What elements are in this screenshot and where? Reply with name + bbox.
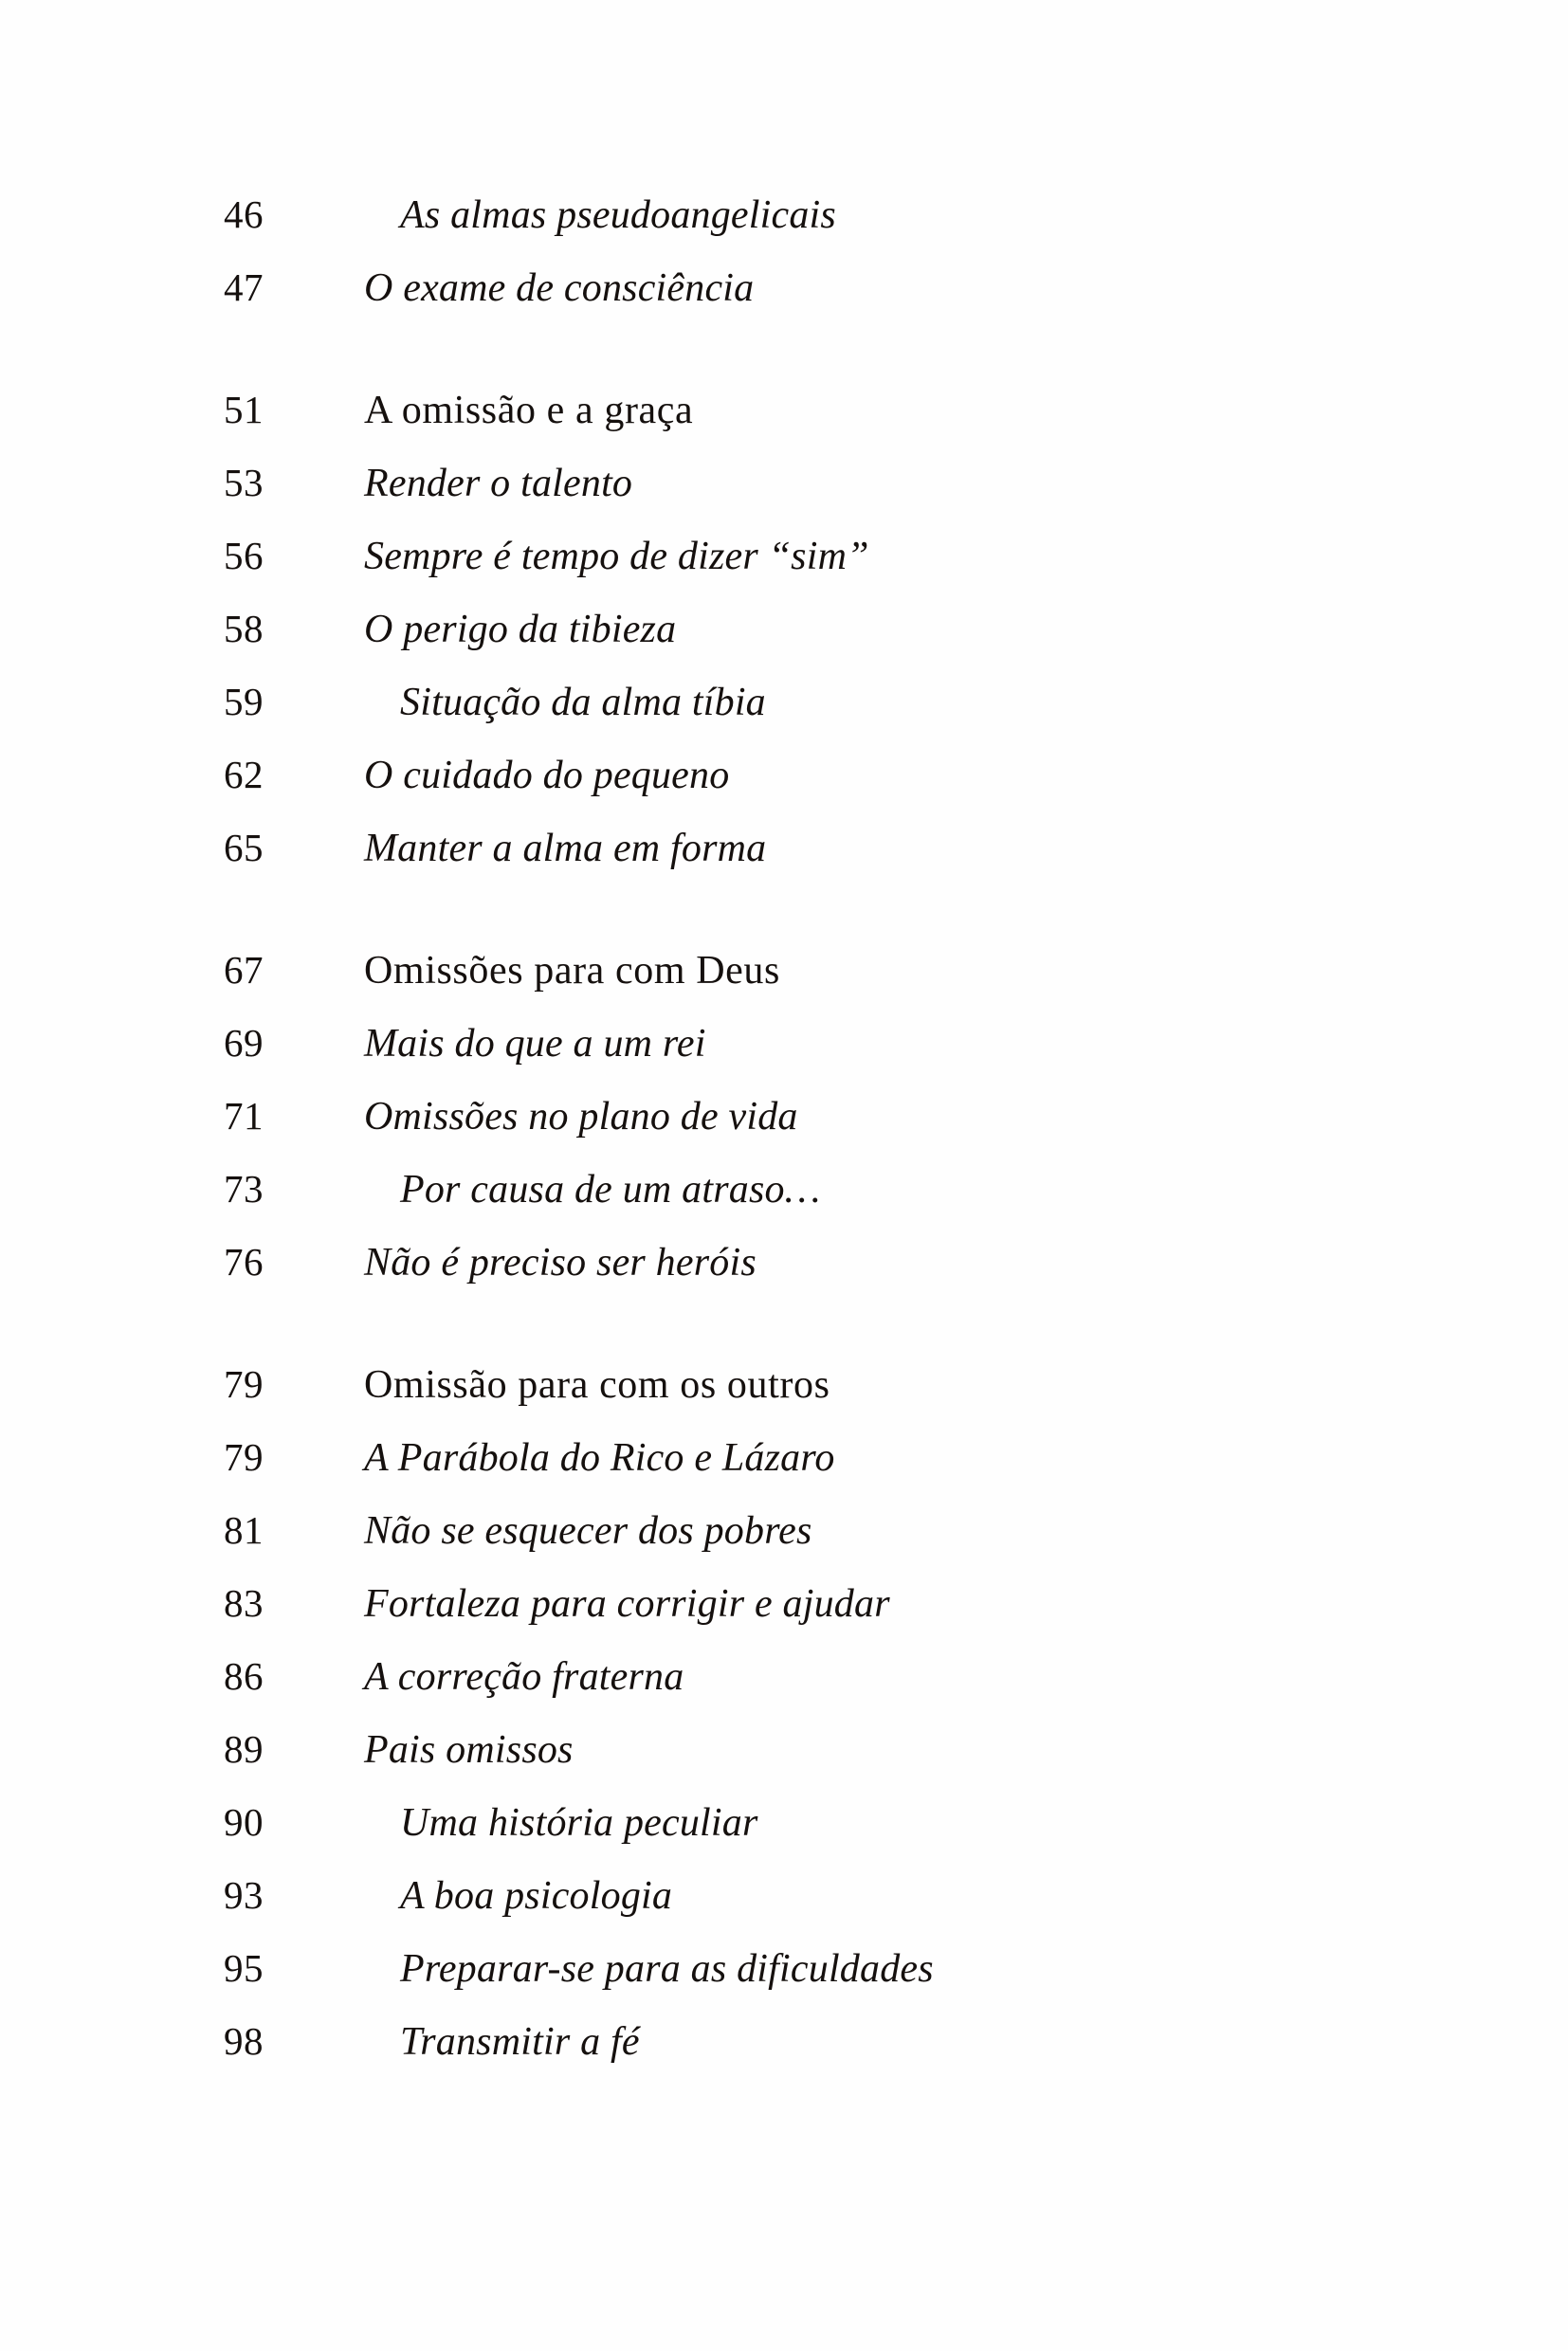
toc-section-title: Situação da alma tíbia [400, 681, 766, 724]
toc-entry-page-number: 90 [224, 1800, 264, 1844]
toc-entry[interactable] [224, 1435, 1361, 1511]
toc-entry[interactable] [224, 1727, 1361, 1803]
toc-entry[interactable] [224, 1654, 1361, 1730]
toc-section-title: Sempre é tempo de dizer “sim” [364, 535, 869, 578]
toc-entry-page-number: 95 [224, 1946, 264, 1990]
toc-group [224, 192, 1361, 341]
toc-entry-page-number: 69 [224, 1021, 264, 1065]
toc-section-title: A boa psicologia [400, 1874, 673, 1918]
toc-section-title: A correção fraterna [364, 1655, 684, 1699]
toc-section-title: Preparar-se para as dificuldades [400, 1947, 934, 1991]
toc-section-title: O exame de consciência [364, 266, 755, 310]
toc-section-title: Não é preciso ser heróis [364, 1241, 757, 1285]
toc-group [224, 388, 1361, 902]
toc-entry-page-number: 89 [224, 1727, 264, 1771]
toc-section-title: Fortaleza para corrigir e ajudar [364, 1582, 890, 1626]
toc-entry-page-number: 83 [224, 1581, 264, 1625]
toc-entry-page-number: 81 [224, 1508, 264, 1552]
toc-entry[interactable] [224, 1508, 1361, 1584]
toc-entry[interactable] [224, 680, 1361, 756]
toc-entry[interactable] [224, 1021, 1361, 1097]
toc-section-title: Manter a alma em forma [364, 827, 767, 870]
toc-entry[interactable] [224, 1094, 1361, 1170]
toc-entry[interactable] [224, 388, 1361, 464]
toc-entry-page-number: 46 [224, 192, 264, 236]
table-of-contents [224, 192, 1361, 2095]
toc-section-title: A Parábola do Rico e Lázaro [364, 1436, 835, 1480]
toc-entry-page-number: 76 [224, 1240, 264, 1284]
toc-section-title: As almas pseudoangelicais [400, 193, 836, 237]
toc-chapter-title: A omissão e a graça [364, 389, 694, 432]
toc-section-title: Por causa de um atraso… [400, 1168, 821, 1212]
toc-entry[interactable] [224, 607, 1361, 683]
toc-entry[interactable] [224, 948, 1361, 1024]
toc-entry[interactable] [224, 1240, 1361, 1316]
toc-entry-page-number: 65 [224, 826, 264, 869]
toc-section-title: O perigo da tibieza [364, 608, 677, 651]
toc-entry-page-number: 79 [224, 1362, 264, 1406]
toc-entry-page-number: 56 [224, 534, 264, 577]
toc-group [224, 1362, 1361, 2095]
toc-entry[interactable] [224, 1581, 1361, 1657]
toc-entry[interactable] [224, 534, 1361, 610]
toc-entry-page-number: 71 [224, 1094, 264, 1138]
toc-chapter-title: Omissão para com os outros [364, 1363, 830, 1407]
toc-entry-page-number: 79 [224, 1435, 264, 1479]
toc-entry[interactable] [224, 1800, 1361, 1876]
toc-entry[interactable] [224, 461, 1361, 537]
toc-entry[interactable] [224, 753, 1361, 829]
toc-section-title: Não se esquecer dos pobres [364, 1509, 812, 1553]
toc-section-title: Pais omissos [364, 1728, 574, 1772]
toc-section-title: O cuidado do pequeno [364, 754, 730, 797]
toc-entry-page-number: 62 [224, 753, 264, 796]
toc-entry[interactable] [224, 2019, 1361, 2095]
toc-entry-page-number: 58 [224, 607, 264, 650]
toc-entry-page-number: 93 [224, 1873, 264, 1917]
toc-section-title: Transmitir a fé [400, 2020, 640, 2064]
toc-entry-page-number: 51 [224, 388, 264, 431]
toc-entry-page-number: 47 [224, 265, 264, 309]
toc-entry-page-number: 67 [224, 948, 264, 992]
toc-entry-page-number: 59 [224, 680, 264, 723]
toc-entry[interactable] [224, 1362, 1361, 1438]
toc-entry[interactable] [224, 1167, 1361, 1243]
toc-section-title: Mais do que a um rei [364, 1022, 706, 1066]
toc-section-title: Render o talento [364, 462, 633, 505]
toc-entry-page-number: 98 [224, 2019, 264, 2063]
toc-section-title: Omissões no plano de vida [364, 1095, 798, 1139]
toc-entry[interactable] [224, 265, 1361, 341]
toc-entry-page-number: 53 [224, 461, 264, 504]
toc-entry[interactable] [224, 1873, 1361, 1949]
toc-entry[interactable] [224, 826, 1361, 902]
toc-chapter-title: Omissões para com Deus [364, 949, 780, 993]
toc-section-title: Uma história peculiar [400, 1801, 758, 1845]
toc-entry[interactable] [224, 1946, 1361, 2022]
toc-entry[interactable] [224, 192, 1361, 268]
toc-entry-page-number: 73 [224, 1167, 264, 1211]
toc-group [224, 948, 1361, 1316]
toc-entry-page-number: 86 [224, 1654, 264, 1698]
